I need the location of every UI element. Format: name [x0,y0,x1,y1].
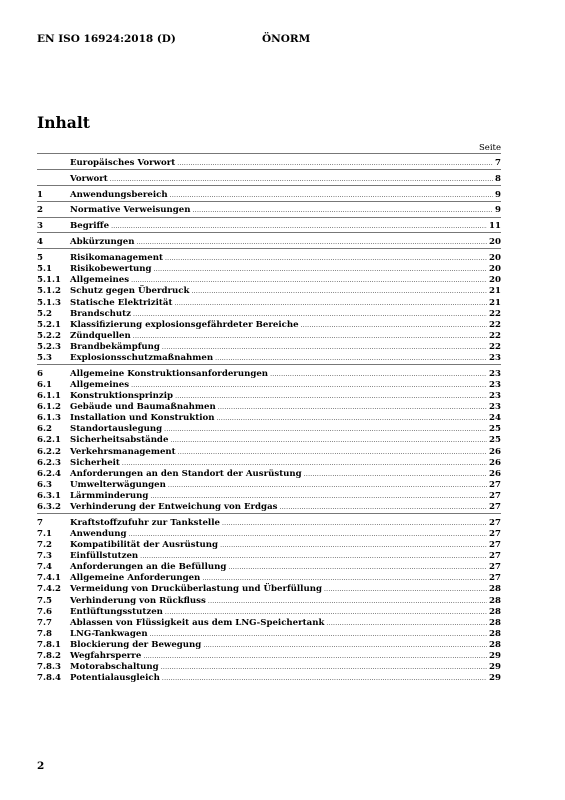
toc-dot-leader [175,391,487,402]
toc-entry-title: Anwendungsbereich [70,189,168,200]
toc-entry-number: 7.4.2 [37,584,61,595]
toc-entry-page: 27 [489,540,501,551]
toc-entry-title: Allgemeine Konstruktionsanforderungen [70,368,269,379]
toc-entry[interactable] [37,190,501,201]
toc-entry-page: 28 [489,617,501,628]
toc-entry-title: Standortauslegung [70,424,163,435]
toc-dot-leader [208,596,487,607]
toc-entry-title: Verhinderung der Entweichung von Erdgas [70,502,278,512]
toc-dot-leader [110,174,493,185]
toc-entry-number: 6.3 [37,479,52,490]
toc-dot-leader [165,253,487,264]
toc-entry[interactable] [37,618,501,629]
toc-entry-page: 23 [489,391,501,402]
toc-entry[interactable] [37,369,501,380]
toc-entry-number: 5.3 [37,352,52,363]
toc-entry[interactable] [37,480,501,491]
toc-entry-number: 6.1.2 [37,402,61,413]
toc-entry-page: 11 [489,221,501,232]
toc-entry-title: Kompatibilität der Ausrüstung [70,540,219,551]
toc-entry[interactable] [37,447,501,458]
toc-entry-number: 7.3 [37,551,52,562]
toc-entry-title: Entlüftungsstutzen [70,606,163,617]
toc-dot-leader [216,413,487,424]
toc-dot-leader [178,447,487,458]
toc-entry[interactable] [37,562,501,573]
toc-dot-leader [304,469,487,480]
toc-dot-leader [174,298,487,309]
toc-dot-leader [203,640,487,651]
toc-dot-leader [165,607,487,618]
toc-entry-number: 7.1 [37,528,52,539]
toc-dot-leader [143,651,487,662]
toc-entry-page: 27 [489,528,501,539]
toc-entry-page: 23 [489,352,501,363]
toc-entry-number: 7.8.2 [37,651,61,662]
toc-dot-leader [193,205,493,216]
toc-entry-number: 6.3.2 [37,502,61,512]
toc-entry[interactable] [37,264,501,275]
toc-entry-title: Einfüllstutzen [70,551,139,562]
toc-dot-leader [202,573,487,584]
toc-entry-title: Anwendung [70,528,127,539]
toc-entry[interactable] [37,573,501,584]
toc-entry-number: 5 [37,253,43,264]
toc-entry-number: 7.5 [37,595,52,606]
toc-entry-title: Kraftstoffzufuhr zur Tankstelle [70,517,220,528]
toc-entry[interactable] [37,380,501,391]
toc-dot-leader [131,380,487,391]
toc-entry[interactable] [37,391,501,402]
toc-entry-number: 6.1.1 [37,391,61,402]
toc-entry[interactable] [37,237,501,248]
toc-entry[interactable] [37,673,501,684]
toc-dot-leader [301,320,487,331]
toc-entry[interactable] [37,424,501,435]
toc-entry-title: Schutz gegen Überdruck [70,286,190,297]
toc-entry-title: Gebäude und Baumaßnahmen [70,402,216,413]
toc-dot-leader [326,618,487,629]
toc-entry[interactable] [37,491,501,502]
toc-dot-leader [228,562,487,573]
toc-dot-leader [218,402,487,413]
toc-entry-title: Lärmminderung [70,490,149,501]
toc-entry-title: Brandbekämpfung [70,341,160,352]
toc-entry[interactable] [37,298,501,309]
toc-entry-title: Zündquellen [70,330,131,341]
toc-entry-page: 20 [489,237,501,248]
toc-entry-title: Risikomanagement [70,253,163,264]
toc-dot-leader [111,221,487,232]
toc-entry-number: 6.3.1 [37,490,61,501]
toc-separator [37,217,501,218]
toc-entry[interactable] [37,402,501,413]
toc-entry-page: 27 [489,490,501,501]
toc-entry-title: Wegfahrsperre [70,651,142,662]
toc-entry-page: 20 [489,275,501,286]
toc-entry[interactable] [37,518,501,529]
toc-entry[interactable] [37,551,501,562]
toc-dot-leader [170,190,493,201]
toc-entry-title: Normative Verweisungen [70,205,191,216]
toc-entry-number: 7.4.1 [37,573,61,584]
toc-entry[interactable] [37,469,501,480]
toc-entry-page: 27 [489,551,501,562]
toc-entry-number: 5.2.3 [37,341,61,352]
toc-entry[interactable] [37,286,501,297]
toc-entry-number: 7.2 [37,540,52,551]
toc-dot-leader [164,424,487,435]
toc-dot-leader [161,662,487,673]
toc-entry-title: Vermeidung von Drucküberlastung und Überfüllung [70,584,322,595]
toc-entry-title: LNG-Tankwagen [70,628,148,639]
toc-entry[interactable] [37,435,501,446]
toc-entry-number: 6.2 [37,424,52,435]
toc-separator [37,248,501,249]
toc-entry[interactable] [37,309,501,320]
toc-dot-leader [162,342,487,353]
toc-dot-leader [168,480,487,491]
toc-entry[interactable] [37,174,501,185]
toc-entry-page: 26 [489,457,501,468]
toc-dot-leader [324,584,487,595]
toc-entry-title: Explosionsschutzmaßnahmen [70,352,214,363]
toc-entry-title: Umwelterwägungen [70,479,166,490]
toc-entry-page: 23 [489,379,501,390]
toc-dot-leader [150,629,487,640]
toc-separator [37,513,501,514]
toc-entry-number: 6.1 [37,379,52,390]
toc-entry-title: Sicherheitsabstände [70,435,169,446]
toc-entry[interactable] [37,651,501,662]
toc-entry-title: Allgemeines [70,275,130,286]
toc-entry-page: 29 [489,673,501,684]
toc-separator [37,185,501,186]
page-column-label: Seite [478,143,501,153]
toc-dot-leader [122,458,487,469]
toc-entry-page: 28 [489,606,501,617]
toc-entry-number: 7.7 [37,617,52,628]
toc-entry-title: Allgemeines [70,379,130,390]
toc-entry-page: 26 [489,446,501,457]
toc-entry-number: 7.6 [37,606,52,617]
toc-entry[interactable] [37,607,501,618]
toc-entry-title: Klassifizierung explosionsgefährdeter Bereiche [70,319,299,330]
toc-entry-number: 7.8 [37,628,52,639]
toc-entry[interactable] [37,458,501,469]
toc-entry[interactable] [37,529,501,540]
toc-dot-leader [162,673,487,684]
toc-entry-page: 22 [489,330,501,341]
toc-entry[interactable] [37,320,501,331]
toc-entry-page: 9 [495,189,501,200]
toc-entry-number: 6.1.3 [37,413,61,424]
toc-entry-page: 22 [489,319,501,330]
toc-entry-title: Konstruktionsprinzip [70,391,174,402]
toc-entry-number: 7.8.4 [37,673,61,684]
toc-entry[interactable] [37,205,501,216]
toc-entry-title: Blockierung der Bewegung [70,639,202,650]
toc-dot-leader [154,264,487,275]
toc-entry-title: Begriffe [70,221,110,232]
toc-entry-title: Installation und Konstruktion [70,413,215,424]
toc-entry-number: 7 [37,517,43,528]
toc-entry-number: 5.2.1 [37,319,61,330]
toc-dot-leader [129,529,487,540]
toc-entry-number: 7.8.1 [37,639,61,650]
toc-entry-title: Risikobewertung [70,264,152,275]
toc-entry-page: 28 [489,628,501,639]
toc-entry-title: Verkehrsmanagement [70,446,176,457]
toc-dot-leader [140,551,487,562]
toc-entry-number: 5.1.1 [37,275,61,286]
toc-entry-page: 26 [489,468,501,479]
toc-entry-page: 9 [495,205,501,216]
toc-entry-page: 28 [489,595,501,606]
toc-entry-page: 28 [489,584,501,595]
toc-dot-leader [133,309,487,320]
header-onorm: ÖNORM [262,33,311,45]
toc-entry-title: Vorwort [70,173,108,184]
toc-entry-number: 2 [37,205,43,216]
toc-separator [37,153,501,154]
toc-entry-number: 5.1.3 [37,297,61,308]
toc-entry-page: 27 [489,517,501,528]
toc-entry-number: 7.8.3 [37,662,61,673]
toc-entry-page: 28 [489,639,501,650]
toc-entry-page: 23 [489,402,501,413]
toc-dot-leader [220,540,487,551]
toc-entry-page: 7 [495,157,501,168]
toc-entry-title: Anforderungen an die Befüllung [70,562,227,573]
toc-entry-page: 21 [489,297,501,308]
toc-entry-title: Europäisches Vorwort [70,157,176,168]
toc-dot-leader [131,275,487,286]
toc-entry[interactable] [37,662,501,673]
toc-entry-title: Anforderungen an den Standort der Ausrüstung [70,468,302,479]
toc-dot-leader [215,353,487,364]
toc-entry-page: 27 [489,479,501,490]
toc-entry-page: 27 [489,573,501,584]
toc-entry-number: 3 [37,221,43,232]
toc-entry-title: Motorabschaltung [70,662,159,673]
toc-dot-leader [279,502,487,513]
toc-entry-number: 6.2.4 [37,468,61,479]
toc-entry[interactable] [37,158,501,169]
toc-entry-page: 27 [489,502,501,512]
toc-entry-page: 23 [489,368,501,379]
page-number: 2 [37,760,45,772]
page-title: Inhalt [37,113,90,132]
toc-entry-page: 20 [489,253,501,264]
toc-entry[interactable] [37,413,501,424]
toc-entry-title: Verhinderung von Rückfluss [70,595,206,606]
toc-dot-leader [170,435,487,446]
toc-entry[interactable] [37,640,501,651]
toc-dot-leader [150,491,487,502]
toc-entry-title: Allgemeine Anforderungen [70,573,201,584]
toc-entry-number: 5.1.2 [37,286,61,297]
toc-separator [37,169,501,170]
toc-dot-leader [177,158,493,169]
toc-entry-number: 5.2 [37,308,52,319]
toc-entry[interactable] [37,253,501,264]
toc-entry[interactable] [37,584,501,595]
toc-entry-page: 22 [489,308,501,319]
toc-entry-page: 29 [489,651,501,662]
toc-entry-page: 25 [489,435,501,446]
toc-dot-leader [137,237,488,248]
toc-entry-number: 1 [37,189,43,200]
toc-entry-page: 8 [495,173,501,184]
toc-dot-leader [133,331,487,342]
toc-entry-page: 27 [489,562,501,573]
toc-entry-page: 24 [489,413,501,424]
toc-entry[interactable] [37,629,501,640]
toc-entry-number: 6 [37,368,43,379]
toc-entry-number: 6.2.3 [37,457,61,468]
toc-entry-number: 5.1 [37,264,52,275]
toc-entry-title: Ablassen von Flüssigkeit aus dem LNG-Speichertank [70,617,325,628]
toc-entry-number: 5.2.2 [37,330,61,341]
toc-entry-title: Statische Elektrizität [70,297,173,308]
toc-entry-title: Brandschutz [70,308,132,319]
toc-entry[interactable] [37,342,501,353]
toc-entry-title: Potentialausgleich [70,673,160,684]
header-standard: EN ISO 16924:2018 (D) [37,33,176,45]
toc-separator [37,201,501,202]
toc-separator [37,232,501,233]
toc-entry-page: 21 [489,286,501,297]
toc-separator [37,364,501,365]
toc-entry[interactable] [37,596,501,607]
toc-dot-leader [191,286,487,297]
toc-entry-page: 20 [489,264,501,275]
toc-entry[interactable] [37,331,501,342]
toc-entry[interactable] [37,353,501,364]
toc-dot-leader [222,518,487,529]
toc-entry[interactable] [37,221,501,232]
toc-entry-page: 25 [489,424,501,435]
toc-entry-title: Abkürzungen [70,237,135,248]
toc-entry-number: 6.2.2 [37,446,61,457]
toc-dot-leader [270,369,487,380]
toc-entry[interactable] [37,502,501,513]
toc-entry-number: 7.4 [37,562,52,573]
toc-entry-page: 22 [489,341,501,352]
toc-entry[interactable] [37,540,501,551]
toc-entry-number: 4 [37,237,43,248]
toc-entry-number: 6.2.1 [37,435,61,446]
toc-entry-page: 29 [489,662,501,673]
toc-entry[interactable] [37,275,501,286]
table-of-contents [37,153,501,684]
toc-entry-title: Sicherheit [70,457,120,468]
